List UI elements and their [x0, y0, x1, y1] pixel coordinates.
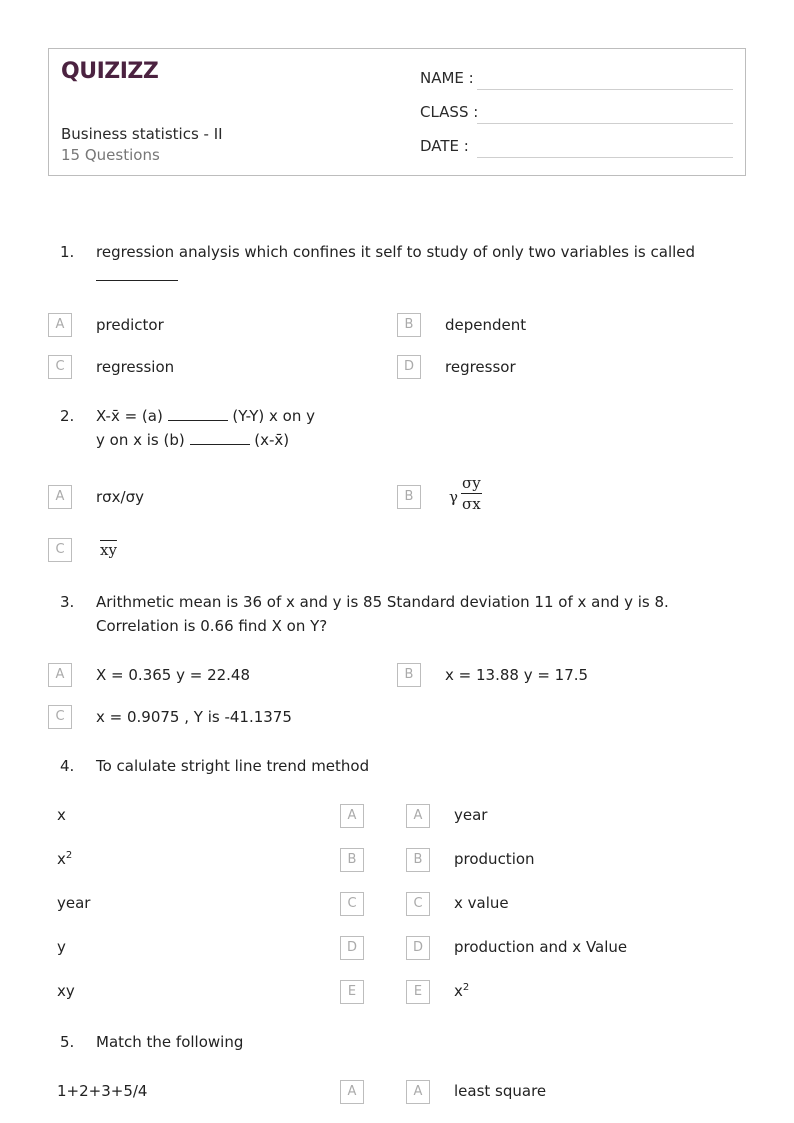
match-right-item: year [454, 806, 488, 824]
class-line [477, 123, 733, 124]
q2-line1-end: (Y-Y) x on y [232, 407, 316, 425]
q1-option-c: regression [96, 358, 175, 376]
question-3-number: 3. [60, 593, 75, 611]
answer-blank [96, 267, 178, 281]
fraction-numerator: σy [462, 474, 481, 492]
match-right-letter: A [406, 804, 430, 828]
option-letter-a: A [48, 313, 72, 337]
match-left-item: 1+2+3+5/4 [57, 1082, 148, 1100]
match-right-item: production [454, 850, 535, 868]
match-right-item: production and x Value [454, 938, 628, 956]
superscript: 2 [462, 982, 470, 993]
x-squared-base: x [57, 850, 66, 868]
match-right-item: least square [454, 1082, 547, 1100]
match-right-letter: D [406, 936, 430, 960]
name-line [477, 89, 733, 90]
question-5-text: Match the following [96, 1033, 244, 1051]
option-letter-a: A [48, 485, 72, 509]
q1-option-b: dependent [445, 316, 527, 334]
question-2-number: 2. [60, 407, 75, 425]
option-letter-c: C [48, 705, 72, 729]
q1-option-d: regressor [445, 358, 516, 376]
question-count: 15 Questions [61, 146, 160, 164]
q2-option-b-prefix: γ [449, 488, 458, 506]
quizizz-logo: QUIZIZZ [61, 59, 159, 84]
question-4-number: 4. [60, 757, 75, 775]
class-label: CLASS : [420, 103, 479, 121]
q2-line2-start: y on x is (b) [96, 431, 185, 449]
question-3-text: Arithmetic mean is 36 of x and y is 85 Standard deviation 11 of x and y is 8. Correlation is 0.66 find X on Y? [96, 593, 669, 635]
worksheet-title: Business statistics - II [61, 125, 223, 143]
date-label: DATE : [420, 137, 469, 155]
option-letter-b: B [397, 485, 421, 509]
question-4-text: To calulate stright line trend method [96, 757, 370, 775]
match-right-item: x value [454, 894, 509, 912]
q2-line2-end: (x-x̄) [254, 431, 290, 449]
option-letter-a: A [48, 663, 72, 687]
date-line [477, 157, 733, 158]
match-right-item [454, 982, 469, 1000]
question-1-number: 1. [60, 243, 75, 261]
worksheet-header [48, 48, 746, 176]
option-letter-b: B [397, 663, 421, 687]
x-squared-base: x [454, 982, 463, 1000]
match-right-letter: B [406, 848, 430, 872]
match-left-letter: A [340, 804, 364, 828]
match-left-letter: B [340, 848, 364, 872]
question-5-number: 5. [60, 1033, 75, 1051]
answer-blank [190, 431, 250, 445]
q2-option-c: $\overline{xy}$ [100, 541, 117, 559]
fraction-denominator: σx [462, 495, 481, 513]
question-1-prompt: regression analysis which confines it self to study of only two variables is called [96, 243, 696, 261]
match-left-letter: E [340, 980, 364, 1004]
question-1-text [96, 240, 746, 288]
q1-option-a: predictor [96, 316, 164, 334]
option-letter-b: B [397, 313, 421, 337]
match-left-item: x [57, 806, 66, 824]
q2-line1-start: X-x̄ = (a) [96, 407, 163, 425]
answer-blank [168, 407, 228, 421]
option-letter-c: C [48, 355, 72, 379]
q2-option-a: rσx/σy [96, 488, 144, 506]
match-left-item: year [57, 894, 91, 912]
match-left-item [57, 850, 72, 868]
option-letter-d: D [397, 355, 421, 379]
q2-option-b-fraction [461, 474, 482, 513]
superscript: 2 [65, 850, 73, 861]
option-letter-c: C [48, 538, 72, 562]
match-right-letter: C [406, 892, 430, 916]
match-left-item: y [57, 938, 66, 956]
match-left-letter: D [340, 936, 364, 960]
match-left-letter: A [340, 1080, 364, 1104]
match-left-letter: C [340, 892, 364, 916]
question-2-text [96, 404, 746, 452]
q3-option-a: X = 0.365 y = 22.48 [96, 666, 251, 684]
name-label: NAME : [420, 69, 474, 87]
match-right-letter: E [406, 980, 430, 1004]
match-left-item: xy [57, 982, 75, 1000]
q3-option-c: x = 0.9075 , Y is -41.1375 [96, 708, 292, 726]
match-right-letter: A [406, 1080, 430, 1104]
q3-option-b: x = 13.88 y = 17.5 [445, 666, 589, 684]
